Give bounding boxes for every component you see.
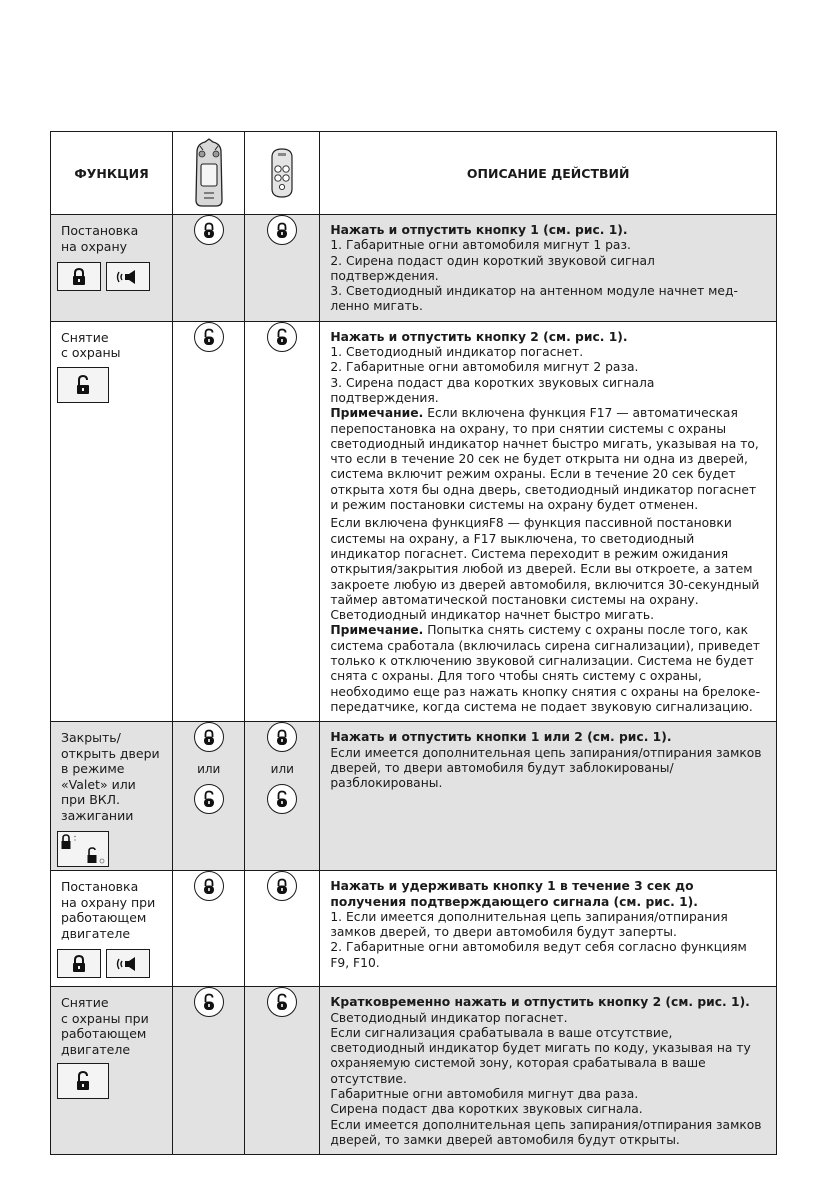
step-text: 2. Габаритные огни автомобиля ведут себя согласно функциям F9, F10. (330, 940, 747, 970)
note-paragraph: Если включена функцияF8 — функция пассивной постановки системы на охрану, а F17 выключена, то светодиодный индикатор погаснет. Система переходит в режим ожидания открытия/закрытия любой из дверей. Если вы откроете, а затем закроете любую из дверей автомобиля, включится 30-секундный таймер автоматической постановки системы на охрану. Светодиодный индикатор начнет быстро мигать. (330, 516, 760, 623)
function-name: Постановка на охрану при работающем двигателе (61, 879, 156, 941)
unlock-button-icon (267, 987, 297, 1017)
instruction-heading: Нажать и удерживать кнопку 1 в течение 3 сек до получения подтверждающего сигнала (см. рис. 1). (330, 879, 698, 909)
unlock-button-icon (194, 784, 224, 814)
or-label: или (197, 762, 221, 777)
unlock-button-icon (267, 784, 297, 814)
row-description (320, 987, 776, 1154)
step-text: Сирена подаст два коротких звуковых сигнала. (330, 1102, 643, 1117)
step-text: Если имеется дополнительная цепь запирания/отпирания замков дверей, то замки дверей автомобиля будут открыты. (330, 1117, 762, 1147)
table-row (51, 722, 777, 871)
step-text: Светодиодный индикатор погаснет. (330, 1010, 568, 1025)
pictogram-group (57, 367, 109, 403)
valet-lock-unlock-icon (57, 831, 109, 867)
header-function: ФУНКЦИЯ (51, 132, 173, 215)
function-table (50, 131, 777, 1155)
table-row (51, 987, 777, 1155)
lock-button-icon (267, 722, 297, 752)
lock-button-icon (194, 722, 224, 752)
pictogram-group (57, 262, 150, 291)
note-paragraph: Примечание. Если включена функция F17 — автоматическая перепостановка на охрану, то при снятии системы с охраны светодиодный индикатор начнет быстро мигать, указывая на то, что если в течение 20 сек не будет открыта ни одна из дверей, система включит режим охраны. Если в течение 20 сек будет открыта хотя бы одна дверь, светодиодный индикатор погаснет и режим постановки системы на охрану будет отменен. (330, 406, 759, 513)
small-keyfob-icon (266, 147, 298, 199)
pager-remote-icon (189, 138, 229, 208)
lock-button-icon (194, 215, 224, 245)
pictogram-group (57, 831, 109, 867)
row-description (320, 215, 776, 321)
step-text: 1. Светодиодный индикатор погаснет. (330, 345, 584, 360)
unlock-button-icon (194, 987, 224, 1017)
siren-icon (106, 262, 150, 291)
lock-open-icon (57, 1063, 109, 1099)
pictogram-group (57, 949, 150, 978)
row-description (320, 722, 776, 797)
or-label: или (270, 762, 294, 777)
header-description: ОПИСАНИЕ ДЕЙСТВИЙ (320, 132, 777, 215)
unlock-button-icon (267, 322, 297, 352)
lock-button-icon (267, 871, 297, 901)
pictogram-group (57, 1063, 109, 1099)
header-remote-1 (173, 132, 245, 215)
instruction-heading: Нажать и отпустить кнопку 2 (см. рис. 1). (330, 329, 628, 344)
table-header (51, 132, 777, 215)
siren-icon (106, 949, 150, 978)
step-text: 2. Габаритные огни автомобиля мигнут 2 раза. (330, 360, 639, 375)
row-description (320, 871, 776, 977)
step-text: 2. Сирена подаст один короткий звуковой сигнал подтверждения. (330, 253, 655, 283)
unlock-button-icon (194, 322, 224, 352)
step-text: Габаритные огни автомобиля мигнут два раза. (330, 1086, 639, 1101)
lock-closed-icon (57, 262, 101, 291)
instruction-heading: Нажать и отпустить кнопку 1 (см. рис. 1). (330, 223, 628, 237)
step-text: 3. Сирена подаст два коротких звуковых сигнала подтверждения. (330, 375, 655, 405)
note-paragraph: Примечание. Попытка снять систему с охраны после того, как система сработала (включилась сирена сигнализации), приведет только к отключению звуковой сигнализации. Система не будет снята с охраны. Для того чтобы снять систему с охраны, необходимо еще раз нажать кнопку снятия с охраны на брелоке-передатчике, когда система не подает звуковую сигнализацию. (330, 623, 761, 714)
function-name: Снятие с охраны при работающем двигателе (61, 995, 149, 1057)
step-text: 1. Габаритные огни автомобиля мигнут 1 раз. (330, 238, 631, 253)
step-text: Если имеется дополнительная цепь запирания/отпирания замков дверей, то двери автомобиля будут заблокированы/разблокированы. (330, 745, 762, 791)
lock-closed-icon (57, 949, 101, 978)
instruction-heading: Кратковременно нажать и отпустить кнопку 2 (см. рис. 1). (330, 995, 750, 1010)
step-text: Если сигнализация срабатывала в ваше отсутствие, светодиодный индикатор будет мигать по коду, указывая на ту охраняемую системой зону, которая срабатывала в ваше отсутствие. (330, 1025, 751, 1086)
instruction-heading: Нажать и отпустить кнопки 1 или 2 (см. рис. 1). (330, 730, 672, 745)
header-remote-2 (245, 132, 320, 215)
step-text: 1. Если имеется дополнительная цепь запирания/отпирания замков дверей, то двери автомобиля будут заперты. (330, 909, 728, 940)
function-name: Постановка на охрану (61, 223, 139, 254)
lock-open-icon (57, 367, 109, 403)
row-description (320, 322, 776, 721)
table-row (51, 321, 777, 721)
table-row (51, 215, 777, 322)
lock-button-icon (267, 215, 297, 245)
function-name: Снятие с охраны (61, 329, 121, 361)
function-name: Закрыть/ открыть двери в режиме «Valet» или при ВКЛ. зажигании (61, 730, 160, 823)
lock-button-icon (194, 871, 224, 901)
step-text: 3. Светодиодный индикатор на антенном модуле начнет мед-ленно мигать. (330, 284, 738, 314)
table-row (51, 871, 777, 987)
